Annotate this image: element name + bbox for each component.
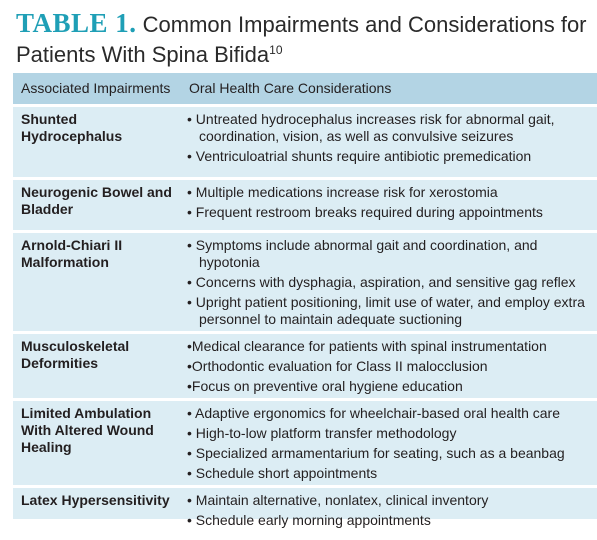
- considerations-cell: [181, 179, 597, 232]
- consideration-item: • Multiple medications increase risk for xerostomia: [187, 184, 594, 201]
- impairment-cell: Limited Ambulation With Altered Wound Healing: [13, 400, 181, 487]
- table-row: [13, 333, 597, 400]
- consideration-item: • Symptoms include abnormal gait and coordination, and hypotonia: [187, 237, 594, 271]
- consideration-item: • Ventriculoatrial shunts require antibiotic premedication: [187, 148, 594, 165]
- impairment-cell: Shunted Hydrocephalus: [13, 106, 181, 179]
- table-row: [13, 400, 597, 487]
- consideration-item: • Specialized armamentarium for seating, such as a beanbag: [187, 445, 594, 462]
- impairments-table-container: [13, 73, 597, 519]
- consideration-item: •Medical clearance for patients with spinal instrumentation: [187, 338, 594, 355]
- table-title: [16, 10, 586, 67]
- considerations-cell: [181, 333, 597, 400]
- title-text: Common Impairments and Considerations for: [143, 12, 587, 37]
- impairment-cell: Musculoskeletal Deformities: [13, 333, 181, 400]
- title-line-2: [16, 38, 586, 67]
- consideration-item: • Schedule short appointments: [187, 465, 594, 482]
- impairment-cell: Arnold-Chiari II Malformation: [13, 232, 181, 333]
- consideration-item: •Focus on preventive oral hygiene education: [187, 378, 594, 395]
- header-associated-impairments: Associated Impairments: [13, 73, 181, 106]
- consideration-item: •Orthodontic evaluation for Class II malocclusion: [187, 358, 594, 375]
- header-oral-health-care-considerations: Oral Health Care Considerations: [181, 73, 597, 106]
- title-reference: 10: [269, 43, 282, 57]
- table-header-row: [13, 73, 597, 106]
- table-row: [13, 232, 597, 333]
- consideration-item: • Concerns with dysphagia, aspiration, and sensitive gag reflex: [187, 274, 594, 291]
- table-row: [13, 179, 597, 232]
- considerations-cell: [181, 400, 597, 487]
- impairments-table: [13, 73, 597, 540]
- impairment-cell: Neurogenic Bowel and Bladder: [13, 179, 181, 232]
- consideration-item: • Upright patient positioning, limit use of water, and employ extra personnel to maintain adequate suctioning: [187, 294, 594, 328]
- table-number: TABLE 1.: [16, 8, 137, 38]
- consideration-item: • Adaptive ergonomics for wheelchair-based oral health care: [187, 405, 594, 422]
- consideration-item: • Schedule early morning appointments: [187, 512, 594, 529]
- table-row: [13, 487, 597, 540]
- table-row: [13, 106, 597, 179]
- impairment-cell: Latex Hypersensitivity: [13, 487, 181, 540]
- title-line-1: [16, 10, 586, 38]
- considerations-cell: [181, 106, 597, 179]
- considerations-cell: [181, 487, 597, 540]
- considerations-cell: [181, 232, 597, 333]
- consideration-item: • Maintain alternative, nonlatex, clinical inventory: [187, 492, 594, 509]
- consideration-item: • Untreated hydrocephalus increases risk for abnormal gait, coordination, vision, as well as convulsive seizures: [187, 111, 594, 145]
- title-text-line-2: Patients With Spina Bifida: [16, 42, 269, 67]
- consideration-item: • High-to-low platform transfer methodology: [187, 425, 594, 442]
- consideration-item: • Frequent restroom breaks required during appointments: [187, 204, 594, 221]
